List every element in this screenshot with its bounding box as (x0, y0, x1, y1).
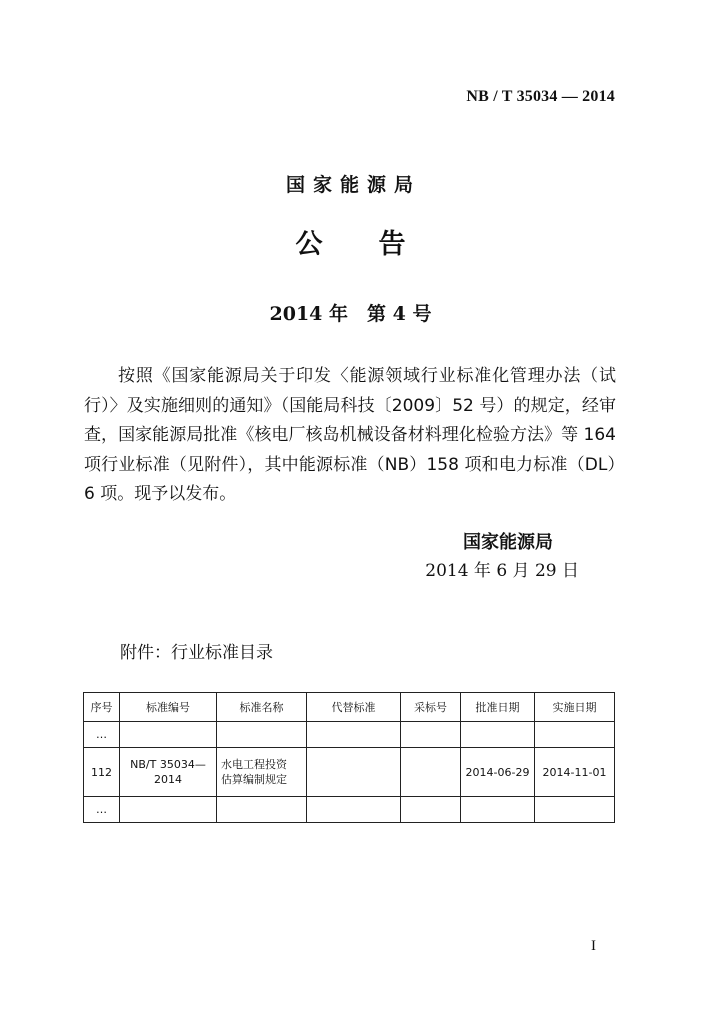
attachment-label: 附件：行业标准目录 (120, 643, 273, 663)
replaces-cell (307, 748, 401, 797)
col-header-approval-date: 批准日期 (461, 693, 535, 722)
col-header-adopted: 采标号 (401, 693, 461, 722)
signature-org: 国家能源局 (463, 532, 553, 553)
table-header-row (84, 693, 615, 722)
page-number: I (591, 938, 596, 954)
agency-title: 国家能源局 (285, 174, 421, 196)
standards-table (83, 692, 615, 823)
standard-code-cell (120, 748, 217, 797)
standard-code-header: NB / T 35034 — 2014 (466, 88, 615, 105)
signature-date: 2014 年 6 月 29 日 (425, 561, 579, 581)
notice-body-paragraph: 按照《国家能源局关于印发〈能源领域行业标准化管理办法（试行）〉及实施细则的通知》（国能局科技〔2009〕52 号）的规定，经审查，国家能源局批准《核电厂核岛机械设备材料理化检验方法》等 164 项行业标准（见附件），其中能源标准（NB）158 项和电力标准（DL）6 项。现予以发布。 (84, 366, 616, 504)
approval-date-cell: 2014-06-29 (461, 748, 535, 797)
table-row (84, 797, 615, 823)
table-row (84, 748, 615, 797)
col-header-replaces: 代替标准 (307, 693, 401, 722)
notice-body (84, 362, 616, 510)
notice-title (0, 222, 701, 261)
notice-title-part2: 告 (378, 229, 406, 260)
col-header-no: 序号 (84, 693, 120, 722)
row-number: 112 (84, 748, 120, 797)
standard-code-line1: NB/T 35034— (130, 758, 206, 771)
standard-name-line2: 估算编制规定 (221, 773, 287, 786)
col-header-code: 标准编号 (120, 693, 217, 722)
col-header-effective-date: 实施日期 (535, 693, 615, 722)
ellipsis-cell: … (84, 797, 120, 823)
standard-code-line2: 2014 (154, 773, 182, 786)
standard-name-cell (217, 748, 307, 797)
table-row (84, 722, 615, 748)
adopted-cell (401, 748, 461, 797)
col-header-name: 标准名称 (217, 693, 307, 722)
standard-name-line1: 水电工程投资 (221, 758, 287, 771)
effective-date-cell: 2014-11-01 (535, 748, 615, 797)
issue-number: 2014 年 第 4 号 (269, 303, 432, 325)
ellipsis-cell: … (84, 722, 120, 748)
notice-title-part1: 公 (295, 229, 323, 260)
